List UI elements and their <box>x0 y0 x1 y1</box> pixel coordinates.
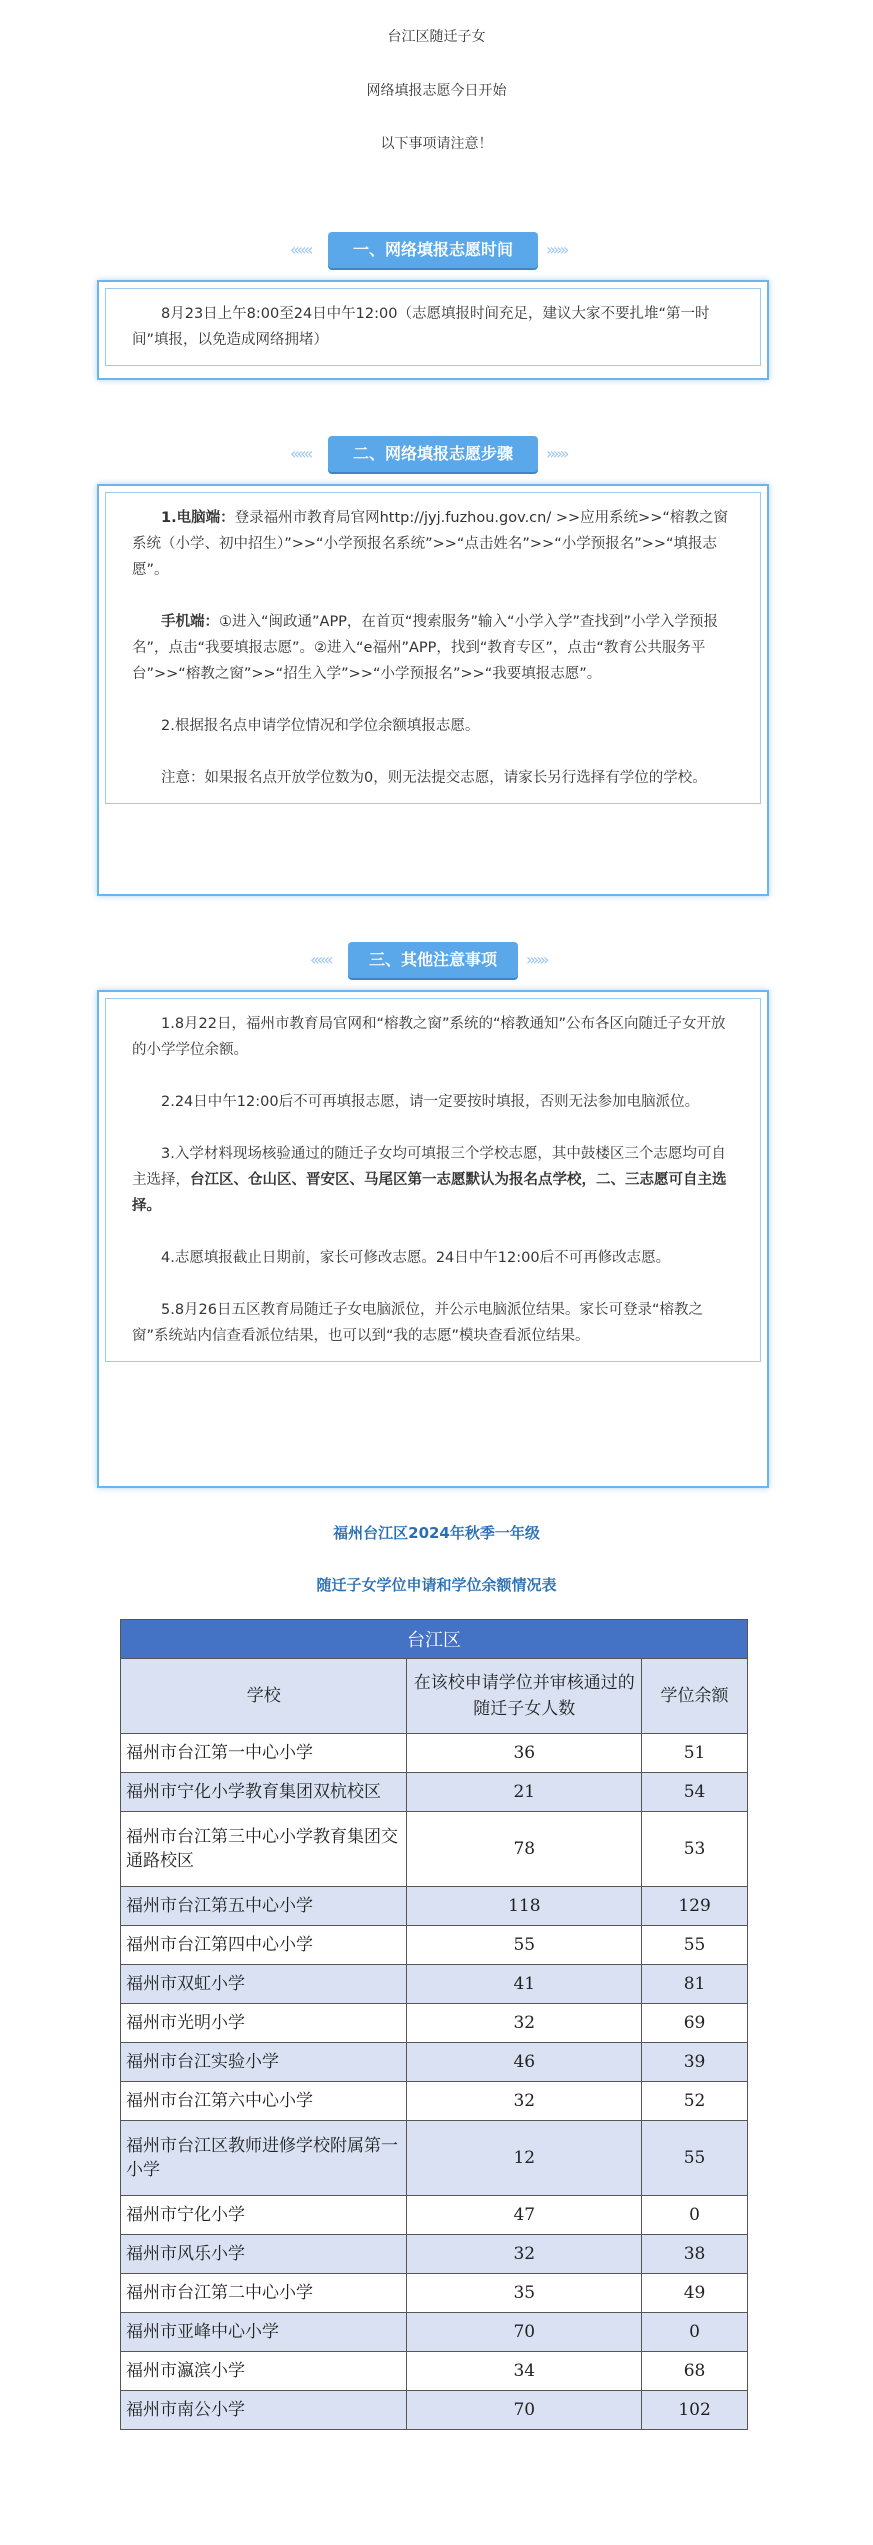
table-row <box>121 2235 748 2274</box>
applied-cell: 32 <box>407 2235 642 2274</box>
applied-cell: 70 <box>407 2313 642 2352</box>
chevron-right-icon: »»» <box>526 950 547 969</box>
notice-item-3-text: 3.入学材料现场核验通过的随迁子女均可填报三个学校志愿，其中鼓楼区三个志愿均可自主选择， <box>132 1146 726 1188</box>
pc-text: 登录福州市教育局官网http://jyj.fuzhou.gov.cn/ >>应用系统>>“榕教之窗系统（小学、初中招生）”>>“小学预报名系统”>>“点击姓名”>>“小学预报名”>>“填报志愿”。 <box>132 510 728 578</box>
remaining-cell: 102 <box>642 2391 748 2430</box>
table-row <box>121 2313 748 2352</box>
remaining-cell: 55 <box>642 2121 748 2196</box>
school-cell: 福州市风乐小学 <box>121 2235 407 2274</box>
section3-title: 三、其他注意事项 <box>348 942 518 978</box>
remaining-cell: 81 <box>642 1965 748 2004</box>
notice-item-2: 2.24日中午12:00后不可再填报志愿，请一定要按时填报，否则无法参加电脑派位。 <box>161 1094 700 1110</box>
section3-header <box>0 942 873 978</box>
applied-cell: 70 <box>407 2391 642 2430</box>
school-cell: 福州市台江第五中心小学 <box>121 1887 407 1926</box>
step2-text: 2.根据报名点申请学位情况和学位余额填报志愿。 <box>161 718 480 734</box>
remaining-cell: 53 <box>642 1812 748 1887</box>
school-cell: 福州市台江第二中心小学 <box>121 2274 407 2313</box>
school-quota-table <box>120 1619 748 2430</box>
remaining-cell: 68 <box>642 2352 748 2391</box>
school-cell: 福州市双虹小学 <box>121 1965 407 2004</box>
section2-header <box>0 436 873 472</box>
table-row <box>121 2043 748 2082</box>
applied-cell: 12 <box>407 2121 642 2196</box>
chevron-left-icon: ««« <box>290 240 311 259</box>
pc-instructions <box>132 505 734 583</box>
section1-header <box>0 232 873 268</box>
chevron-right-icon: »»» <box>546 444 567 463</box>
col-school-header: 学校 <box>121 1659 407 1734</box>
notice-item-4: 4.志愿填报截止日期前，家长可修改志愿。24日中午12:00后不可再修改志愿。 <box>161 1250 671 1266</box>
mobile-text: ①进入“闽政通”APP，在首页“搜索服务”输入“小学入学”查找到”小学入学预报名”，点击“我要填报志愿”。②进入“e福州”APP，找到“教育专区”，点击“教育公共服务平台”>>“榕教之窗”>>“招生入学”>>“小学预报名”>>“我要填报志愿”。 <box>132 614 718 682</box>
school-cell: 福州市台江第六中心小学 <box>121 2082 407 2121</box>
intro-line-3: 以下事项请注意！ <box>380 136 493 152</box>
remaining-cell: 51 <box>642 1734 748 1773</box>
col-remaining-header: 学位余额 <box>642 1659 748 1734</box>
table-row <box>121 2121 748 2196</box>
applied-cell: 32 <box>407 2082 642 2121</box>
remaining-cell: 0 <box>642 2313 748 2352</box>
applied-cell: 34 <box>407 2352 642 2391</box>
remaining-cell: 38 <box>642 2235 748 2274</box>
table-row <box>121 2004 748 2043</box>
remaining-cell: 0 <box>642 2196 748 2235</box>
school-cell: 福州市台江区教师进修学校附属第一小学 <box>121 2121 407 2196</box>
applied-cell: 46 <box>407 2043 642 2082</box>
table-row <box>121 1773 748 1812</box>
applied-cell: 78 <box>407 1812 642 1887</box>
intro-line-2: 网络填报志愿今日开始 <box>366 83 507 99</box>
school-cell: 福州市光明小学 <box>121 2004 407 2043</box>
applied-cell: 118 <box>407 1887 642 1926</box>
school-cell: 福州市台江第四中心小学 <box>121 1926 407 1965</box>
remaining-cell: 129 <box>642 1887 748 1926</box>
applied-cell: 21 <box>407 1773 642 1812</box>
notice-item-1: 1.8月22日，福州市教育局官网和“榕教之窗”系统的“榕教通知”公布各区向随迁子女开放的小学学位余额。 <box>132 1016 726 1058</box>
table-row <box>121 2196 748 2235</box>
section2-box <box>97 484 769 896</box>
notice-item-3 <box>132 1141 734 1219</box>
notice-item-5: 5.8月26日五区教育局随迁子女电脑派位，并公示电脑派位结果。家长可登录“榕教之窗”系统站内信查看派位结果，也可以到“我的志愿”模块查看派位结果。 <box>132 1302 704 1344</box>
remaining-cell: 39 <box>642 2043 748 2082</box>
remaining-cell: 54 <box>642 1773 748 1812</box>
table-row <box>121 1926 748 1965</box>
intro-line-1: 台江区随迁子女 <box>387 29 486 45</box>
chevron-right-icon: »»» <box>546 240 567 259</box>
applied-cell: 47 <box>407 2196 642 2235</box>
chevron-left-icon: ««« <box>310 950 331 969</box>
school-cell: 福州市台江第三中心小学教育集团交通路校区 <box>121 1812 407 1887</box>
table-row <box>121 1965 748 2004</box>
section1-box <box>97 280 769 380</box>
table-row <box>121 1887 748 1926</box>
note-text: 注意：如果报名点开放学位数为0，则无法提交志愿，请家长另行选择有学位的学校。 <box>161 770 707 786</box>
mobile-instructions <box>132 609 734 687</box>
applied-cell: 36 <box>407 1734 642 1773</box>
col-applied-header: 在该校申请学位并审核通过的随迁子女人数 <box>407 1659 642 1734</box>
section1-text: 8月23日上午8:00至24日中午12:00（志愿填报时间充足，建议大家不要扎堆“第一时间”填报，以免造成网络拥堵） <box>132 306 710 348</box>
table-row <box>121 1734 748 1773</box>
remaining-cell: 69 <box>642 2004 748 2043</box>
table-row <box>121 2274 748 2313</box>
section2-title: 二、网络填报志愿步骤 <box>328 436 538 472</box>
region-header: 台江区 <box>121 1620 748 1659</box>
school-cell: 福州市瀛滨小学 <box>121 2352 407 2391</box>
section1-title: 一、网络填报志愿时间 <box>328 232 538 268</box>
remaining-cell: 52 <box>642 2082 748 2121</box>
notice-item-3-bold: 台江区、仓山区、晋安区、马尾区第一志愿默认为报名点学校，二、三志愿可自主选择。 <box>132 1172 727 1214</box>
school-cell: 福州市亚峰中心小学 <box>121 2313 407 2352</box>
mobile-label: 手机端： <box>161 614 219 630</box>
table-row <box>121 2352 748 2391</box>
remaining-cell: 55 <box>642 1926 748 1965</box>
school-cell: 福州市台江实验小学 <box>121 2043 407 2082</box>
school-cell: 福州市宁化小学教育集团双杭校区 <box>121 1773 407 1812</box>
school-cell: 福州市南公小学 <box>121 2391 407 2430</box>
table-title-1: 福州台江区2024年秋季一年级 <box>333 1524 540 1542</box>
applied-cell: 35 <box>407 2274 642 2313</box>
table-title-2: 随迁子女学位申请和学位余额情况表 <box>316 1576 557 1594</box>
chevron-left-icon: ««« <box>290 444 311 463</box>
pc-label: 1.电脑端： <box>161 510 235 526</box>
table-row <box>121 1812 748 1887</box>
table-row <box>121 2082 748 2121</box>
applied-cell: 55 <box>407 1926 642 1965</box>
remaining-cell: 49 <box>642 2274 748 2313</box>
school-cell: 福州市宁化小学 <box>121 2196 407 2235</box>
applied-cell: 32 <box>407 2004 642 2043</box>
section3-box <box>97 990 769 1488</box>
table-row <box>121 2391 748 2430</box>
school-cell: 福州市台江第一中心小学 <box>121 1734 407 1773</box>
applied-cell: 41 <box>407 1965 642 2004</box>
